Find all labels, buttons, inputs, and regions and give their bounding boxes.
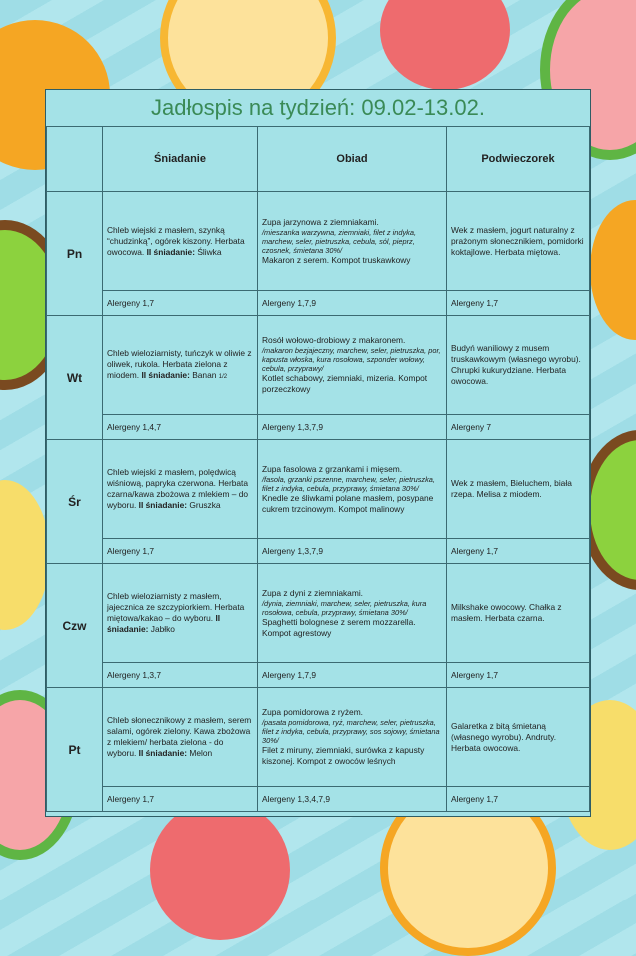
allergens-row — [47, 539, 590, 564]
lunch-main: Kotlet schabowy, ziemniaki, mizeria. Kompot porzeczkowy — [262, 373, 428, 394]
second-breakfast-text: Gruszka — [189, 500, 221, 510]
breakfast-cell — [103, 440, 258, 539]
allergens-lunch: Alergeny 1,3,7,9 — [258, 539, 447, 564]
pineapple-decoration — [0, 480, 50, 630]
lunch-main: Spaghetti bolognese z serem mozzarella. Kompot agrestowy — [262, 616, 416, 638]
breakfast-text: Chleb wieloziarnisty z masłem, jajecznica ze szczypiorkiem. Herbata miętowa/kakao – do wyboru. — [107, 591, 245, 623]
lunch-cell — [258, 192, 447, 291]
header-breakfast: Śniadanie — [103, 127, 258, 192]
menu-sheet — [45, 89, 591, 817]
lunch-cell — [258, 440, 447, 539]
menu-table — [46, 126, 590, 812]
allergens-lunch: Alergeny 1,3,7,9 — [258, 415, 447, 440]
allergens-snack: Alergeny 1,7 — [447, 291, 590, 316]
snack-cell: Wek z masłem, jogurt naturalny z prażonym słonecznikiem, pomidorki koktajlowe. Herbata miętowa. — [447, 192, 590, 291]
second-breakfast-label: II śniadanie: — [138, 748, 188, 758]
table-row — [47, 688, 590, 787]
second-breakfast-text: Melon — [189, 748, 213, 758]
lunch-ingredients: /makaron bezjajeczny, marchew, seler, pietruszka, por, kapusta włoska, kura rosołowa, szponder wołowy, cebula, przyprawy/ — [262, 346, 441, 373]
table-row — [47, 192, 590, 291]
table-row — [47, 564, 590, 663]
day-label: Pt — [47, 688, 103, 812]
lunch-ingredients: /dynia, ziemniaki, marchew, seler, pietruszka, kura rosołowa, cebula, przyprawy, śmietana 30%/ — [262, 598, 427, 617]
day-label: Wt — [47, 316, 103, 440]
allergens-row — [47, 663, 590, 688]
header-snack: Podwieczorek — [447, 127, 590, 192]
second-breakfast-label: II śniadanie: — [146, 246, 195, 257]
second-breakfast-text: Jabłko — [150, 624, 175, 634]
day-label: Czw — [47, 564, 103, 688]
table-row — [47, 316, 590, 415]
allergens-snack: Alergeny 1,7 — [447, 663, 590, 688]
lunch-main: Knedle ze śliwkami polane masłem, posypane cukrem trzcinowym. Kompot malinowy — [262, 492, 434, 514]
snack-cell: Wek z masłem, Bieluchem, biała rzepa. Melisa z miodem. — [447, 440, 590, 539]
strawberry-decoration-bottom — [150, 800, 290, 940]
lunch-cell — [258, 688, 447, 787]
breakfast-cell — [103, 688, 258, 787]
breakfast-cell — [103, 192, 258, 291]
lunch-soup: Zupa fasolowa z grzankami i mięsem. — [262, 463, 403, 474]
orange-decoration — [590, 200, 636, 340]
lunch-ingredients: /pasata pomidorowa, ryż, marchew, seler, pietruszka, filet z indyka, cebula, przyprawy, sos sojowy, śmietana 30%/ — [262, 718, 440, 745]
lunch-soup: Zupa z dyni z ziemniakami. — [262, 587, 364, 598]
lunch-soup: Zupa jarzynowa z ziemniakami. — [262, 216, 379, 227]
allergens-lunch: Alergeny 1,7,9 — [258, 291, 447, 316]
header-lunch: Obiad — [258, 127, 447, 192]
allergens-breakfast: Alergeny 1,4,7 — [103, 415, 258, 440]
breakfast-text: Chleb słonecznikowy z masłem, serem salami, ogórek zielony. Kawa zbożowa z mlekiem/ herbata zielona - do wyboru. — [107, 715, 252, 758]
lunch-cell — [258, 316, 447, 415]
snack-cell: Budyń waniliowy z musem truskawkowym (własnego wyrobu). Chrupki kukurydziane. Herbata owocowa. — [447, 316, 590, 415]
second-breakfast-text: Banan — [192, 369, 217, 380]
allergens-breakfast: Alergeny 1,7 — [103, 291, 258, 316]
second-breakfast-fraction: 1/2 — [218, 373, 228, 380]
second-breakfast-label: II śniadanie: — [141, 369, 190, 380]
lunch-soup: Zupa pomidorowa z ryżem. — [262, 707, 364, 717]
lunch-soup: Rosół wołowo-drobiowy z makaronem. — [262, 335, 406, 345]
second-breakfast-label: II śniadanie: — [138, 500, 188, 510]
allergens-row — [47, 291, 590, 316]
snack-cell: Galaretka z bitą śmietaną (własnego wyrobu). Andruty. Herbata owocowa. — [447, 688, 590, 787]
lunch-main: Filet z miruny, ziemniaki, surówka z kapusty kiszonej. Kompot z owoców leśnych — [262, 745, 425, 766]
breakfast-text: Chleb wieloziarnisty, tuńczyk w oliwie z oliwek, rukola. Herbata zielona z miodem. — [107, 347, 252, 380]
strawberry-decoration — [380, 0, 510, 90]
menu-title: Jadłospis na tydzień: 09.02-13.02. — [151, 95, 485, 120]
allergens-breakfast: Alergeny 1,7 — [103, 539, 258, 564]
allergens-row — [47, 415, 590, 440]
lunch-ingredients: /mieszanka warzywna, ziemniaki, filet z indyka, marchew, seler, pietruszka, cebula, sól, pieprz, czosnek, śmietana 30%/ — [262, 227, 417, 255]
allergens-breakfast: Alergeny 1,7 — [103, 787, 258, 812]
allergens-breakfast: Alergeny 1,3,7 — [103, 663, 258, 688]
breakfast-cell — [103, 564, 258, 663]
allergens-snack: Alergeny 1,7 — [447, 787, 590, 812]
day-label: Śr — [47, 440, 103, 564]
allergens-lunch: Alergeny 1,3,4,7,9 — [258, 787, 447, 812]
lunch-main: Makaron z serem. Kompot truskawkowy — [262, 254, 411, 265]
header-row — [47, 127, 590, 192]
second-breakfast-label: II śniadanie: — [107, 613, 221, 634]
breakfast-text: Chleb wiejski z masłem, szynką “chudzinką”, ogórek kiszony. Herbata owocowa. — [107, 224, 245, 257]
breakfast-text: Chleb wiejski z masłem, polędwicą wiśniową, papryka czerwona. Herbata czarna/kawa zbożowa z mlekiem – do wyboru. — [107, 467, 249, 510]
second-breakfast-text: Śliwka — [197, 246, 222, 257]
snack-cell: Milkshake owocowy. Chałka z masłem. Herbata czarna. — [447, 564, 590, 663]
allergens-row — [47, 787, 590, 812]
lunch-cell — [258, 564, 447, 663]
breakfast-cell — [103, 316, 258, 415]
table-row — [47, 440, 590, 539]
lunch-ingredients: /fasola, grzanki pszenne, marchew, seler, pietruszka, filet z indyka, cebula, przyprawy, śmietana 30%/ — [262, 474, 435, 493]
allergens-snack: Alergeny 1,7 — [447, 539, 590, 564]
day-label: Pn — [47, 192, 103, 316]
header-day-empty — [47, 127, 103, 192]
allergens-lunch: Alergeny 1,7,9 — [258, 663, 447, 688]
allergens-snack: Alergeny 7 — [447, 415, 590, 440]
